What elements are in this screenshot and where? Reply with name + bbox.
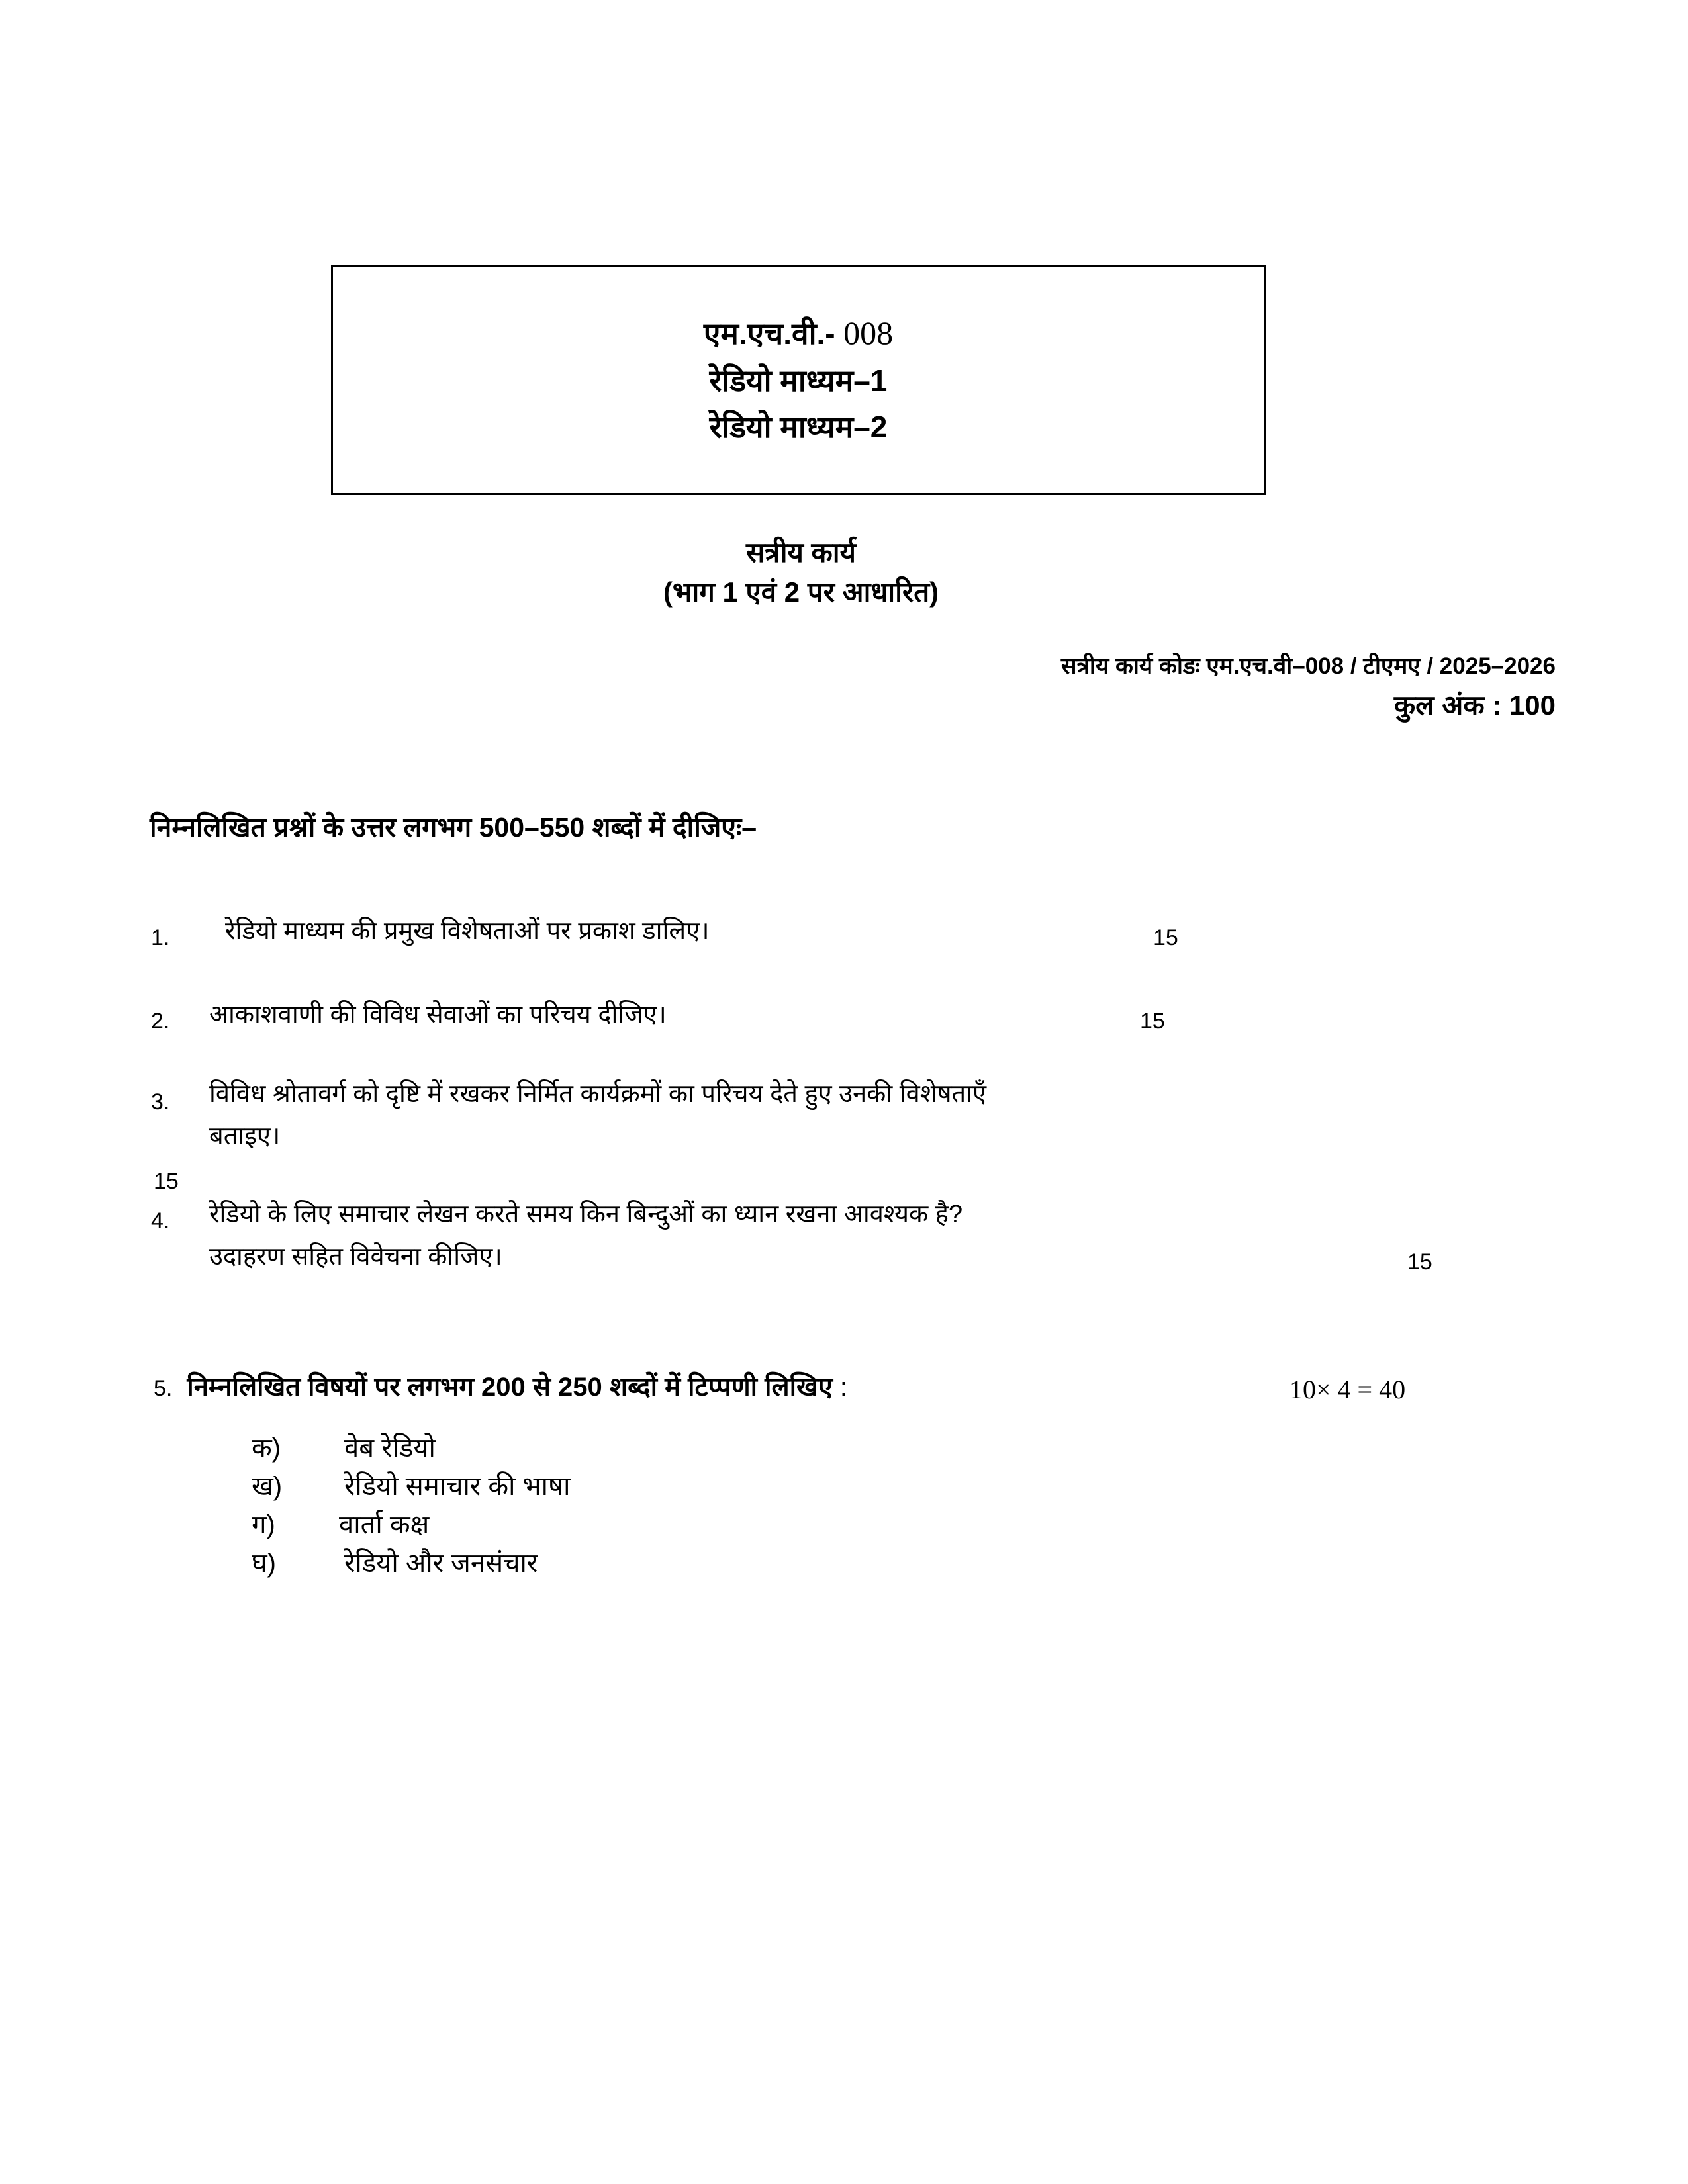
course-title-2: रेडियो माध्यम–2	[709, 410, 888, 444]
question-3-number: 3.	[151, 1089, 170, 1115]
question-4-number: 4.	[151, 1208, 170, 1234]
question-3-marks: 15	[154, 1169, 179, 1194]
question-3-text-line-1: विविध श्रोतावर्ग को दृष्टि में रखकर निर्मित कार्यक्रमों का परिचय देते हुए उनकी विशेषताएँ	[209, 1080, 987, 1108]
sub-item-gha	[252, 1545, 538, 1582]
sub-item-label: घ)	[252, 1549, 276, 1578]
question-1-number: 1.	[151, 925, 170, 950]
question-5-colon: :	[832, 1373, 848, 1402]
assignment-subheading: (भाग 1 एवं 2 पर आधारित)	[663, 576, 939, 608]
course-title-box	[331, 265, 1266, 495]
sub-item-text: वार्ता कक्ष	[339, 1510, 430, 1539]
sub-item-label: ग)	[252, 1510, 275, 1539]
course-code	[333, 312, 1264, 355]
assignment-code: सत्रीय कार्य कोडः एम.एच.वी–008 / टीएमए / 2025–2026	[1060, 653, 1556, 679]
sub-item-text: वेब रेडियो	[344, 1433, 436, 1463]
question-5-marks: 10× 4 = 40	[1289, 1375, 1406, 1404]
question-4-text-line-2: उदाहरण सहित विवेचना कीजिए।	[209, 1243, 502, 1271]
question-2-text: आकाशवाणी की विविध सेवाओं का परिचय दीजिए।	[209, 1001, 667, 1028]
question-4-marks: 15	[1407, 1250, 1432, 1275]
sub-item-kha	[252, 1468, 571, 1505]
assignment-heading: सत्रीय कार्य	[746, 537, 856, 568]
question-2-marks: 15	[1140, 1009, 1165, 1034]
course-code-prefix: एम.एच.वी.-	[703, 316, 835, 351]
question-3-text-line-2: बताइए।	[209, 1122, 281, 1150]
question-5-instruction: निम्नलिखित विषयों पर लगभग 200 से 250 शब्दों में टिप्पणी लिखिए	[187, 1373, 833, 1402]
question-4-text-line-1: रेडियो के लिए समाचार लेखन करते समय किन बिन्दुओं का ध्यान रखना आवश्यक है?	[209, 1201, 963, 1228]
course-code-number: 008	[835, 314, 894, 351]
sub-item-text: रेडियो और जनसंचार	[344, 1549, 538, 1578]
sub-item-label: ख)	[252, 1472, 283, 1501]
question-5	[154, 1369, 847, 1407]
course-title-1: रेडियो माध्यम–1	[709, 363, 888, 398]
total-marks: कुल अंक : 100	[1393, 690, 1556, 721]
section-a-instruction: निम्नलिखित प्रश्नों के उत्तर लगभग 500–550 शब्दों में दीजिएः–	[150, 812, 757, 842]
sub-item-label: क)	[252, 1433, 281, 1463]
question-1-text: रेडियो माध्यम की प्रमुख विशेषताओं पर प्रकाश डालिए।	[225, 917, 710, 945]
sub-item-ka	[252, 1430, 436, 1467]
question-2-number: 2.	[151, 1009, 170, 1034]
sub-item-ga	[252, 1506, 429, 1543]
question-1-marks: 15	[1153, 925, 1178, 950]
question-5-number: 5.	[154, 1376, 173, 1401]
sub-item-text: रेडियो समाचार की भाषा	[344, 1472, 571, 1501]
